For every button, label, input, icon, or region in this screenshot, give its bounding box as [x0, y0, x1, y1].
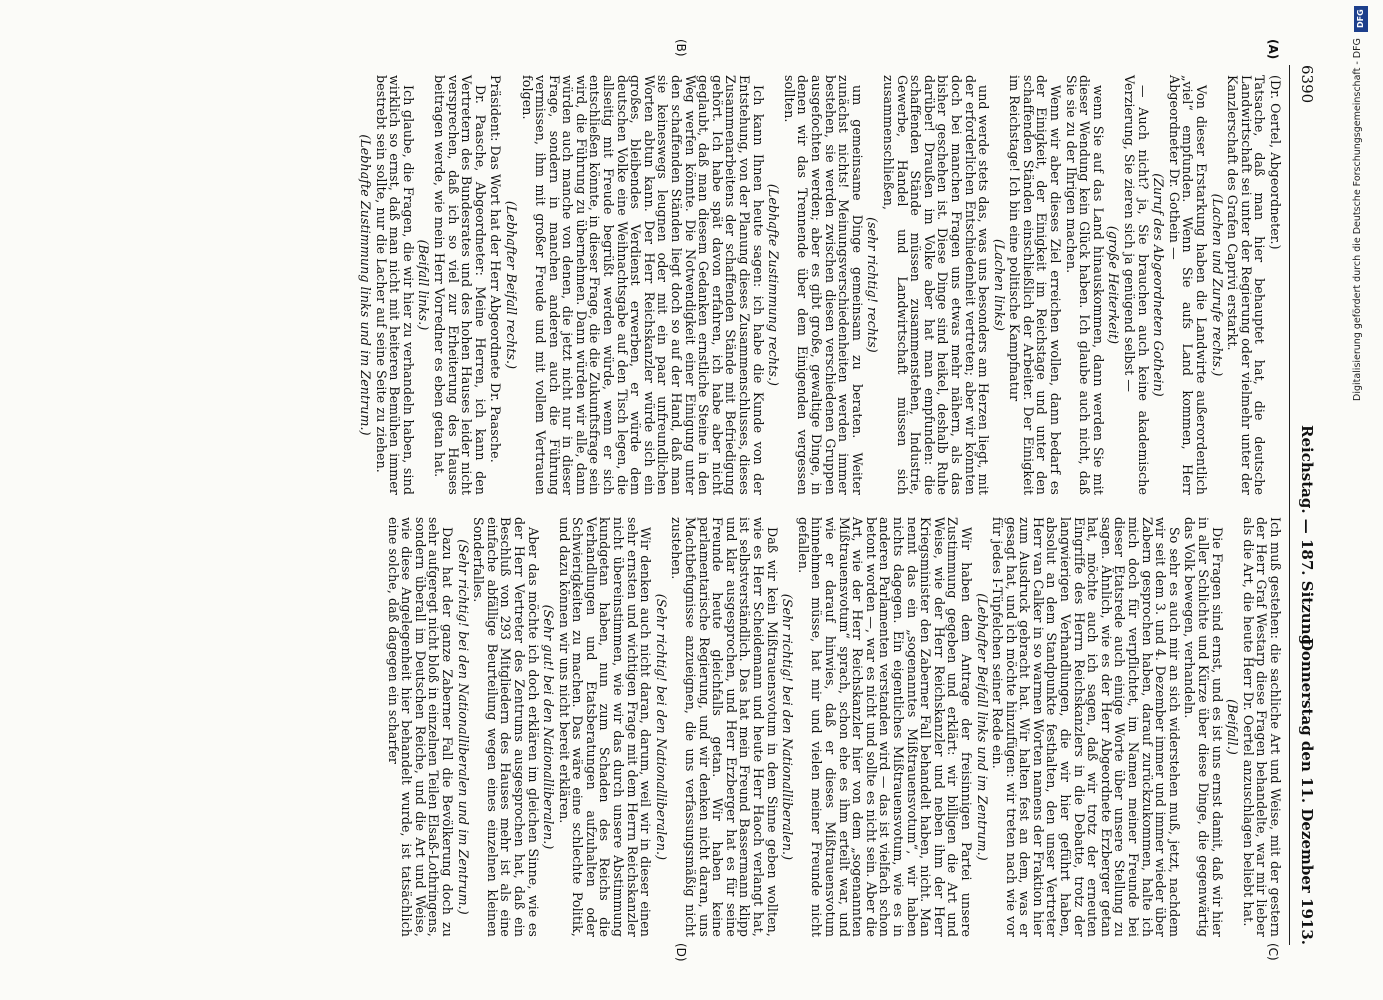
dfg-logo: DFG — [1354, 6, 1368, 32]
speech-paragraph: Aber das möchte ich doch erklären im gleichen Sinne, wie es der Herr Vertreter des Zentrums ausgesprochen hat, daß ein Beschluß von 293 Mitgliedern des Hauses mehr ist als eine einfache abfällige Beurteilung wegen eines einzelnen kleinen Sonderfalles. — [471, 517, 541, 937]
stage-direction: (Lebhafter Beifall rechts.) — [503, 200, 519, 370]
session-date: Donnerstag den 11. Dezember 1913. — [1298, 637, 1316, 945]
margin-mark-b: (B) — [674, 39, 688, 57]
speech-paragraph: Präsident: Das Wort hat der Herr Abgeordnete Dr. Paasche. — [488, 75, 504, 463]
page-number: 6390 — [1298, 65, 1316, 104]
right-column — [384, 517, 1282, 937]
stage-direction: (sehr richtig! rechts) — [865, 217, 881, 353]
stage-direction: (Lebhafter Beifall links und im Zentrum.) — [974, 593, 990, 861]
speech-paragraph: Wir denken auch nicht daran, darum, weil wir in dieser einen sehr ernsten und wichtigen Frage mit dem Herrn Reichskanzler nicht übereinstimmen, wie wir das durch unsere Abstimmung kundgetan haben, nun zum Schaden des Reichs die Verhandlungen und Etatsberatungen aufzuhalten oder Schwierigkeiten zu machen. Das wäre eine schlechte Politik, und dazu können wir uns nicht bereit erklären. — [556, 517, 654, 937]
speech-paragraph: Tatsache, daß man hier behauptet hat, die deutsche Landwirtschaft sei unter der Regierung oder vielmehr unter der Kanzlerschaft des Grafen Caprivi erstarkt. — [1225, 75, 1268, 495]
session-title: Reichstag. — 187. Sitzung. — [1298, 425, 1316, 651]
speech-paragraph: — Auch nicht? ja, Sie brauchen auch keine akademische Verzierung, Sie zieren sich ja genügend selbst — — [1122, 75, 1151, 495]
stage-direction: (Beifall links.) — [416, 239, 432, 331]
stage-direction: (große Heiterkeit) — [1106, 225, 1122, 345]
stage-direction: (Lachen und Zurufe rechts.) — [1209, 193, 1225, 377]
stage-direction: (Sehr richtig! bei den Nationalliberalen und im Zentrum.) — [455, 539, 471, 915]
stage-direction: (Sehr richtig! bei den Nationalliberalen.) — [780, 593, 796, 861]
page-header — [1292, 65, 1318, 945]
speech-paragraph: und werde stets das, was uns besonders am Herzen liegt, mit der erforderlichen Entschiedenheit vertreten; aber wir könnten doch bei manchen Fragen uns etwas mehr nähern, als das bisher geschehen ist. Diese Dinge sind heikel, deshalb Ruhe darüber! Draußen im Volke aber hat man empfunden: die schaffenden Stände müssen zusammenstehen, Industrie, Gewerbe, Handel und Landwirtschaft müssen sich zusammenschließen, — [880, 75, 992, 495]
stage-direction: (Lebhafte Zustimmung links und im Zentrum.) — [358, 134, 373, 436]
margin-mark-d: (D) — [674, 943, 688, 962]
margin-mark-a: (A) — [1266, 39, 1280, 60]
speech-paragraph: Ich muß gestehen: die sachliche Art und Weise, mit der gestern der Herr Graf Westarp diese Fragen behandelte, war mir lieber als die Art, die heute Herr Dr. Oertel anzuschlagen beliebt hat. — [1240, 517, 1283, 937]
speech-paragraph: Ich kann Ihnen heute sagen: ich habe die Kunde von der Entstehung, von der Planung dieses Zusammenschlusses, dieses Zusammenarbeitens der schaffenden Stände mit Befriedigung gehört. Ich habe spät davon erfahren, ich habe aber nicht geglaubt, daß man diesem Gedanken ernstliche Steine in den Weg werfen könnte. Die Notwendigkeit einer Einigung unter den schaffenden Ständen liegt doch so auf der Hand, daß man sie keineswegs leugnen oder mit ein paar unfreundlichen Worten abtun kann. Der Herr Reichskanzler würde sich ein großes, bleibendes Verdienst erwerben, er würde dem deutschen Volke eine Weihnachtsgabe auf den Tisch legen, die allseitig mit Freude begrüßt werden würde, wenn er sich entschließen könnte, in dieser Frage, die die Zukunftsfrage sein wird, die Führung zu übernehmen. Dann würden wir alle, dann würden auch manche von denen, die jetzt nicht nur in dieser Frage, sondern in manchen anderen auch die Führung vermissen, ihm mit großer Freude und mit vollem Vertrauen folgen. — [519, 75, 766, 495]
header-rule — [1289, 65, 1290, 945]
speech-paragraph: (Dr. Oertel, Abgeordneter.) — [1268, 75, 1283, 250]
speech-paragraph: um gemeinsame Dinge gemeinsam zu beraten. Weiter zunächst nichts! Meinungsverschiedenheiten werden immer bestehen, sie werden zwischen diesen verschiedenen Gruppen ausgefochten werden; aber es gibt große, gewaltige Dinge, in denen wir das Trennende über dem Einigenden vergessen sollten. — [781, 75, 865, 495]
speech-paragraph: Dazu hat der ganze Zaberner Fall die Bevölkerung doch zu sehr aufgeregt nicht bloß in einzelnen Teilen Elsaß-Lothringens, sondern überall im Deutschen Reiche, und die Art und Weise, wie diese Angelegenheit hier behandelt wurde, ist tatsächlich eine solche, daß dagegen ein scharfer — [385, 517, 455, 937]
stage-direction: (Lebhafte Zustimmung rechts.) — [766, 183, 782, 387]
sidebar — [1349, 0, 1379, 1000]
speech-paragraph: Dr. Paasche, Abgeordneter: Meine Herren, ich kann den Vertretern des Bundesrates und des hohen Hauses leider nicht versprechen, daß ich so viel zur Erheiterung des Hauses beitragen werde, wie mein Herr Vorredner es eben getan hat. — [431, 75, 488, 495]
speech-paragraph: Von dieser Erstarkung haben die Landwirte außerordentlich „viel“ empfunden. Wenn Sie aufs Land kommen, Herr Abgeordneter Dr. Gothein — — [1166, 75, 1210, 495]
speech-paragraph: Daß wir kein Mißtrauensvotum in dem Sinne geben wollten, wie es Herr Scheidemann und heute Herr Haoch verlangt hat, ist selbstverständlich. Das hat mein Freund Bassermann klipp und klar ausgesprochen, und Herr Erzberger hat es für seine Freunde heute gleichfalls getan. Wir haben keine parlamentarische Regierung, und wir denken nicht daran, uns Machtbefugnisse anzueignen, die uns verfassungsmäßig nicht zustehen. — [669, 517, 780, 937]
stage-direction: (Beifall.) — [1225, 699, 1241, 755]
margin-mark-c: (C) — [1266, 943, 1280, 961]
speech-paragraph: Wenn wir aber dieses Ziel erreichen wollen, dann bedarf es der Einigkeit, der Einigkeit im Reichstage und unter den schaffenden Ständen einschließlich der Arbeiter. Der Einigkeit im Reichstage! Ich bin eine politische Kampfnatur — [1007, 75, 1064, 495]
digitization-credit: Digitalisierung gefördert durch die Deutsche Forschungsgemeinschaft - DFG — [1352, 38, 1363, 401]
speech-paragraph: Wir haben dem Antrage der freisinnigen Partei unsere Zustimmung gegeben und erklärt: wir billigen die Art und Weise, wie der Herr Reichskanzler und neben ihm der Herr Kriegsminister den Zaberner Fall behandelt haben, nicht. Man nennt das ein „sogenanntes Mißtrauensvotum“, wir haben nichts dagegen. Ein eigentliches Mißtrauensvotum, wie es in anderen Parlamenten verstanden wird — das ist vielfach schon betont worden —, war es nicht und sollte es nicht sein. Aber die Art, wie der Herr Reichskanzler hier von dem „sogenannten Mißtrauensvotum“ sprach, schon ehe es ihm erteilt war, und wie er darauf hinwies, daß er dieses Mißtrauensvotum hinnehmen müsse, hat mir und vielen meiner Freunde nicht gefallen. — [795, 517, 974, 937]
stage-direction: (Lachen links) — [991, 238, 1007, 332]
speech-paragraph: wenn Sie auf das Land hinauskommen, dann werden Sie mit dieser Wendung kein Glück haben. Ich glaube auch nicht, daß Sie sie zu der Ihrigen machen. — [1063, 75, 1106, 495]
speech-paragraph: Die Fragen sind ernst, und es ist uns ernst damit, daß wir hier in aller Schlichte und Kürze über diese Dinge, die gegenwärtig das Volk bewegen, verhandeln. — [1182, 517, 1225, 937]
speech-paragraph: Ich glaube, die Fragen, die wir hier zu verhandeln haben, sind wirklich so ernst, daß man nicht mit heiteren Bemühen immer bestrebt sein sollte, nur die Lacher auf seine Seite zu ziehen. — [373, 75, 416, 495]
stage-direction: (Zuruf des Abgeordneten Gothein) — [1151, 173, 1167, 397]
stage-direction: (Sehr gut! bei den Nationalliberalen.) — [541, 604, 557, 850]
rotated-page — [53, 35, 1318, 975]
left-column — [356, 75, 1282, 495]
stage-direction: (Sehr richtig! bei den Nationalliberalen.) — [653, 593, 669, 861]
speech-paragraph: So sehr es auch mir an sich widerstehen muß, jetzt, nachdem wir seit dem 3. und 4. Dezember immer und immer wieder über Zabern gesprochen haben, darauf zurückzukommen, halte ich mich doch für verpflichtet, im Namen meiner Freunde bei dieser Etatsrede auch einige Worte über unsere Stellung zu sagen. Ähnlich, wie es der Herr Abgeordnete Erzberger getan hat, möchte auch ich sagen, daß wir trotz der erneuten Eingriffe des Herrn Reichskanzlers in die Debatte, trotz der langwierigen Verhandlungen, die wir hier geführt haben, absolut an dem Standpunkte festhalten, den unser Vertreter Herr van Calker in so warmen Worten namens der Fraktion hier zum Ausdruck gebracht hat. Wir halten fest an dem, was er gesagt hat, und ich möchte hinzufügen: wir treten nach wie vor für jedes I-Tüpfelchen seiner Rede ein. — [990, 517, 1182, 937]
